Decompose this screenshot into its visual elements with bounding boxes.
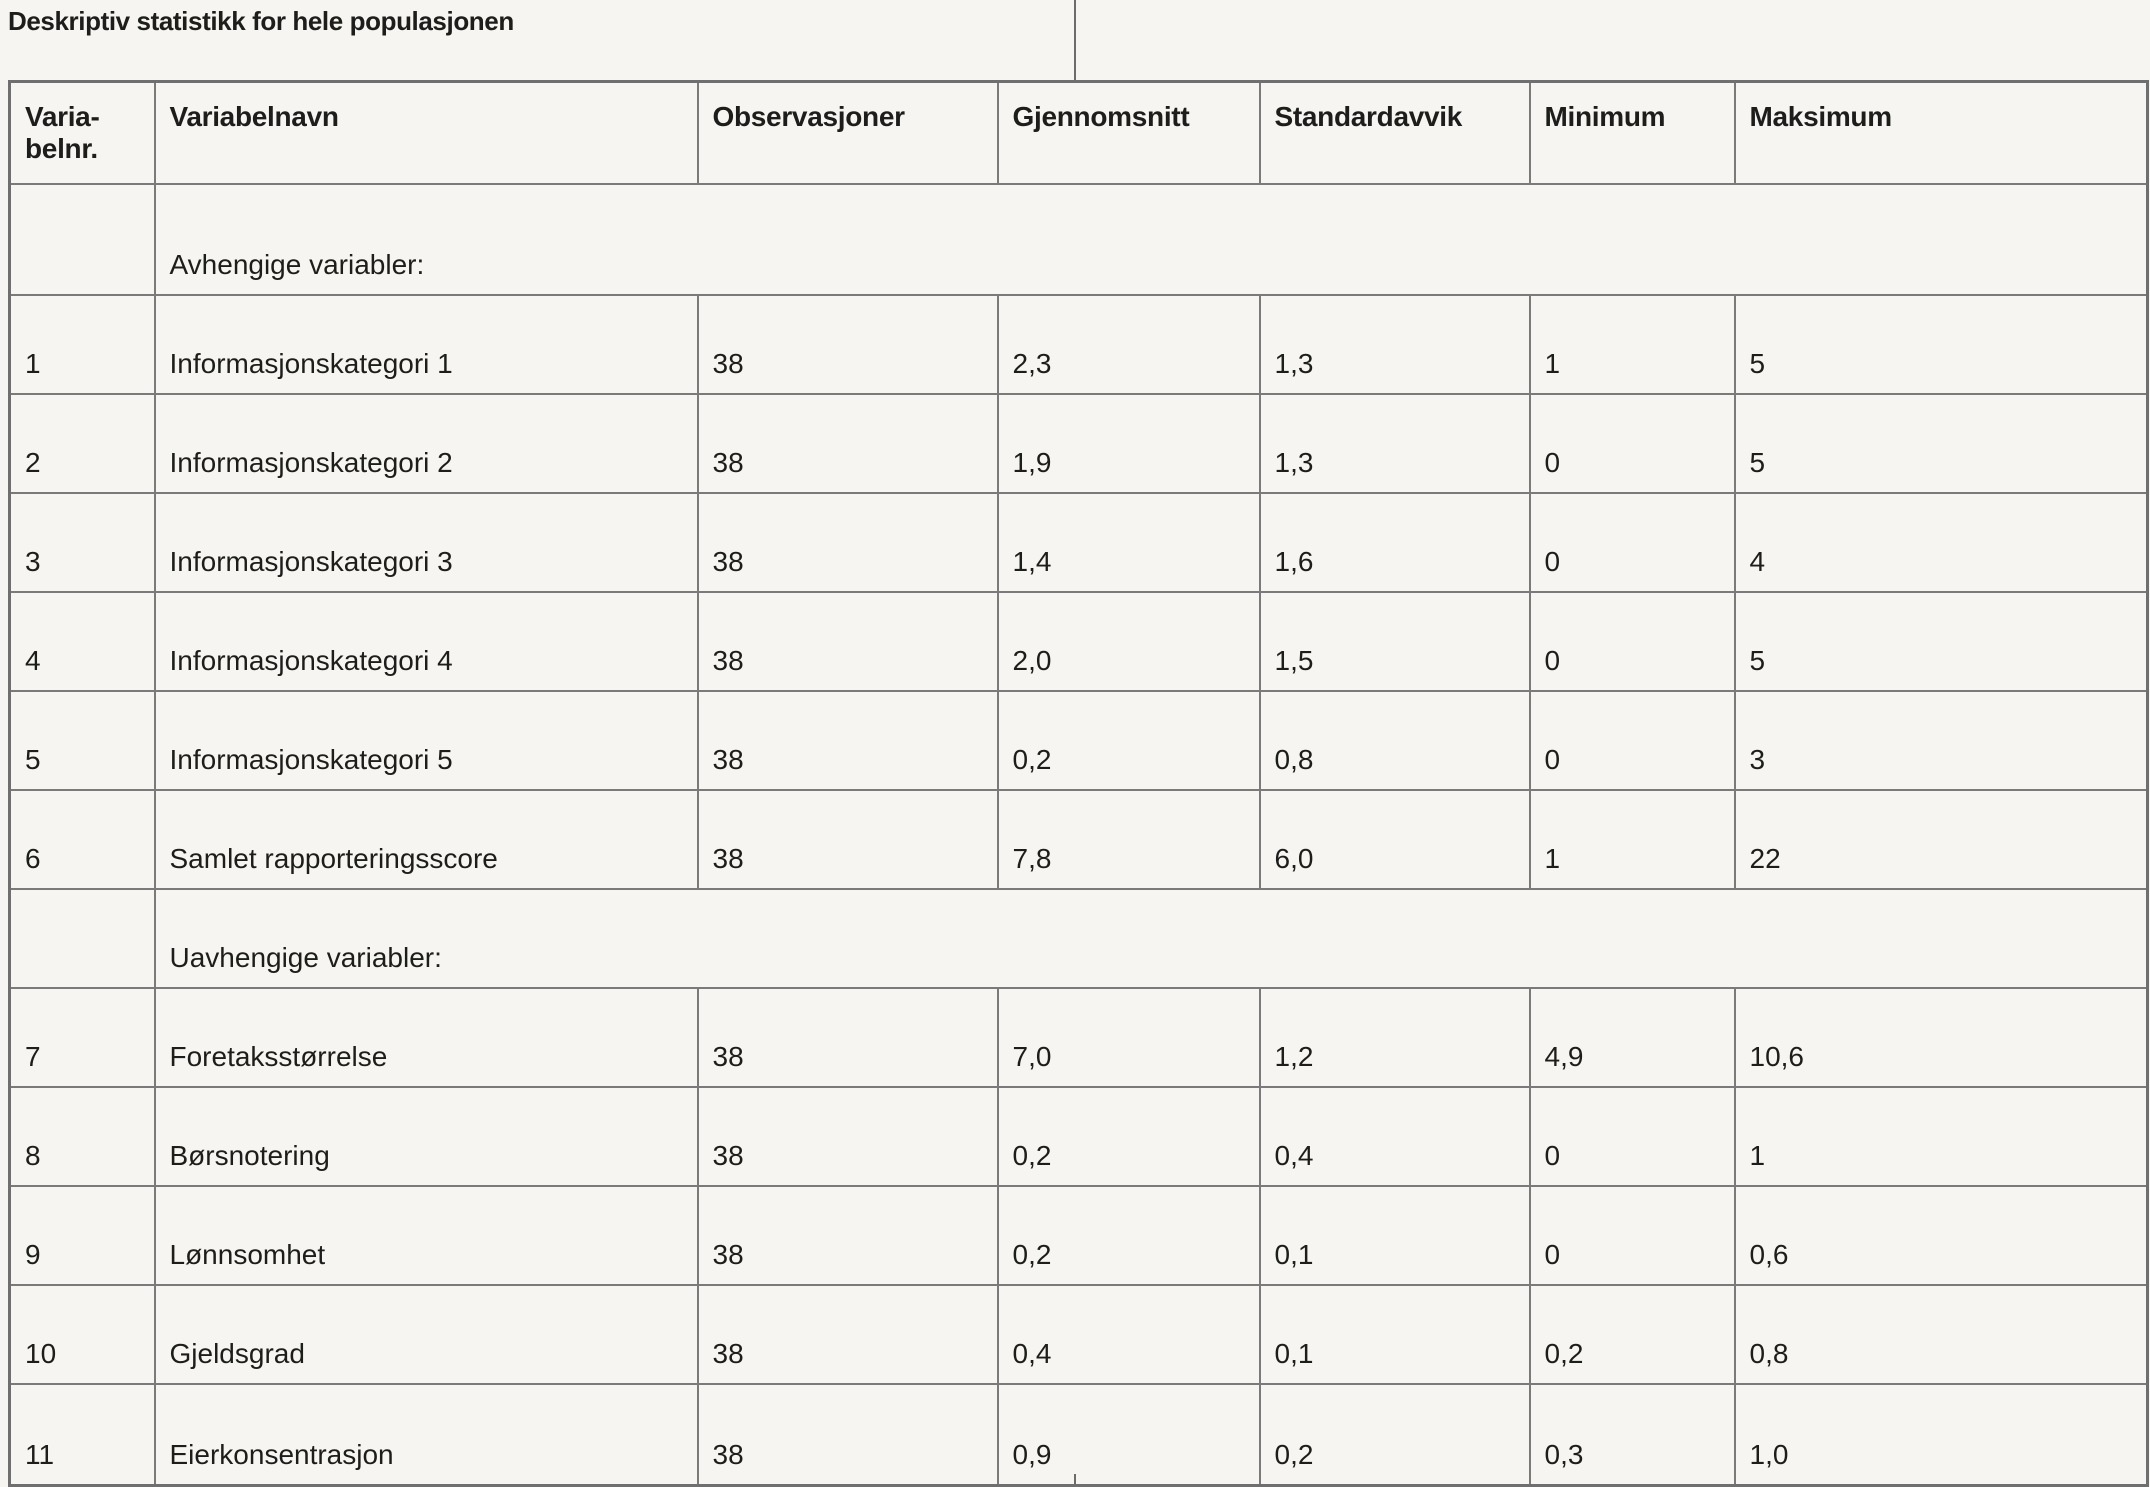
table-row — [10, 1285, 2148, 1384]
variable-name: Informasjonskategori 3 — [155, 493, 698, 592]
variable-number: 8 — [10, 1087, 155, 1186]
std-dev-value: 1,2 — [1260, 988, 1530, 1087]
mean-value: 7,8 — [998, 790, 1260, 889]
mean-value: 0,9 — [998, 1384, 1260, 1486]
mean-value: 1,4 — [998, 493, 1260, 592]
table-row — [10, 493, 2148, 592]
minimum-value: 0 — [1530, 691, 1735, 790]
std-dev-value: 1,6 — [1260, 493, 1530, 592]
minimum-value: 1 — [1530, 790, 1735, 889]
std-dev-value: 0,8 — [1260, 691, 1530, 790]
minimum-value: 0,3 — [1530, 1384, 1735, 1486]
variable-name: Informasjonskategori 1 — [155, 295, 698, 394]
section-empty-cell — [10, 184, 155, 295]
variable-number: 7 — [10, 988, 155, 1087]
observations-value: 38 — [698, 592, 998, 691]
table-row — [10, 988, 2148, 1087]
header-row — [10, 82, 2148, 185]
page-title: Deskriptiv statistikk for hele populasjonen — [8, 6, 514, 36]
observations-value: 38 — [698, 691, 998, 790]
section-label: Uavhengige variabler: — [155, 889, 2148, 988]
minimum-value: 0 — [1530, 394, 1735, 493]
mean-value: 0,2 — [998, 691, 1260, 790]
mean-value: 0,2 — [998, 1087, 1260, 1186]
minimum-value: 1 — [1530, 295, 1735, 394]
maximum-value: 5 — [1735, 394, 2148, 493]
variable-number: 3 — [10, 493, 155, 592]
section-label: Avhengige variabler: — [155, 184, 2148, 295]
column-header: Minimum — [1530, 82, 1735, 185]
std-dev-value: 1,3 — [1260, 394, 1530, 493]
mean-value: 7,0 — [998, 988, 1260, 1087]
observations-value: 38 — [698, 394, 998, 493]
variable-name: Informasjonskategori 4 — [155, 592, 698, 691]
table-row — [10, 1087, 2148, 1186]
variable-name: Informasjonskategori 5 — [155, 691, 698, 790]
divider-line-top — [1074, 0, 1076, 80]
column-header: Observasjoner — [698, 82, 998, 185]
variable-name: Samlet rapporteringsscore — [155, 790, 698, 889]
mean-value: 0,2 — [998, 1186, 1260, 1285]
column-header: Variabelnavn — [155, 82, 698, 185]
variable-number: 5 — [10, 691, 155, 790]
table-row — [10, 1186, 2148, 1285]
observations-value: 38 — [698, 1285, 998, 1384]
maximum-value: 0,8 — [1735, 1285, 2148, 1384]
observations-value: 38 — [698, 295, 998, 394]
variable-name: Informasjonskategori 2 — [155, 394, 698, 493]
maximum-value: 10,6 — [1735, 988, 2148, 1087]
table-row — [10, 1384, 2148, 1486]
divider-line-bottom — [1074, 1474, 1076, 1484]
column-header: Gjennomsnitt — [998, 82, 1260, 185]
std-dev-value: 0,1 — [1260, 1186, 1530, 1285]
minimum-value: 4,9 — [1530, 988, 1735, 1087]
variable-number: 10 — [10, 1285, 155, 1384]
table-row — [10, 295, 2148, 394]
table-row — [10, 592, 2148, 691]
statistics-table — [8, 80, 2149, 1487]
maximum-value: 1 — [1735, 1087, 2148, 1186]
variable-number: 11 — [10, 1384, 155, 1486]
mean-value: 2,3 — [998, 295, 1260, 394]
table-row — [10, 691, 2148, 790]
maximum-value: 3 — [1735, 691, 2148, 790]
table-body — [10, 184, 2148, 1486]
variable-number: 2 — [10, 394, 155, 493]
section-row — [10, 889, 2148, 988]
maximum-value: 4 — [1735, 493, 2148, 592]
std-dev-value: 6,0 — [1260, 790, 1530, 889]
minimum-value: 0 — [1530, 1087, 1735, 1186]
minimum-value: 0,2 — [1530, 1285, 1735, 1384]
maximum-value: 22 — [1735, 790, 2148, 889]
table-row — [10, 394, 2148, 493]
section-row — [10, 184, 2148, 295]
column-header: Standardavvik — [1260, 82, 1530, 185]
column-header: Varia-belnr. — [10, 82, 155, 185]
minimum-value: 0 — [1530, 493, 1735, 592]
column-header: Maksimum — [1735, 82, 2148, 185]
std-dev-value: 1,5 — [1260, 592, 1530, 691]
table-row — [10, 790, 2148, 889]
variable-name: Børsnotering — [155, 1087, 698, 1186]
section-empty-cell — [10, 889, 155, 988]
observations-value: 38 — [698, 988, 998, 1087]
observations-value: 38 — [698, 1087, 998, 1186]
std-dev-value: 0,1 — [1260, 1285, 1530, 1384]
variable-number: 9 — [10, 1186, 155, 1285]
variable-number: 6 — [10, 790, 155, 889]
maximum-value: 1,0 — [1735, 1384, 2148, 1486]
mean-value: 1,9 — [998, 394, 1260, 493]
maximum-value: 0,6 — [1735, 1186, 2148, 1285]
observations-value: 38 — [698, 1384, 998, 1486]
minimum-value: 0 — [1530, 1186, 1735, 1285]
variable-number: 4 — [10, 592, 155, 691]
maximum-value: 5 — [1735, 592, 2148, 691]
observations-value: 38 — [698, 790, 998, 889]
maximum-value: 5 — [1735, 295, 2148, 394]
std-dev-value: 0,4 — [1260, 1087, 1530, 1186]
variable-name: Gjeldsgrad — [155, 1285, 698, 1384]
minimum-value: 0 — [1530, 592, 1735, 691]
mean-value: 2,0 — [998, 592, 1260, 691]
observations-value: 38 — [698, 1186, 998, 1285]
variable-name: Eierkonsentrasjon — [155, 1384, 698, 1486]
std-dev-value: 0,2 — [1260, 1384, 1530, 1486]
variable-name: Lønnsomhet — [155, 1186, 698, 1285]
variable-name: Foretaksstørrelse — [155, 988, 698, 1087]
observations-value: 38 — [698, 493, 998, 592]
mean-value: 0,4 — [998, 1285, 1260, 1384]
std-dev-value: 1,3 — [1260, 295, 1530, 394]
variable-number: 1 — [10, 295, 155, 394]
